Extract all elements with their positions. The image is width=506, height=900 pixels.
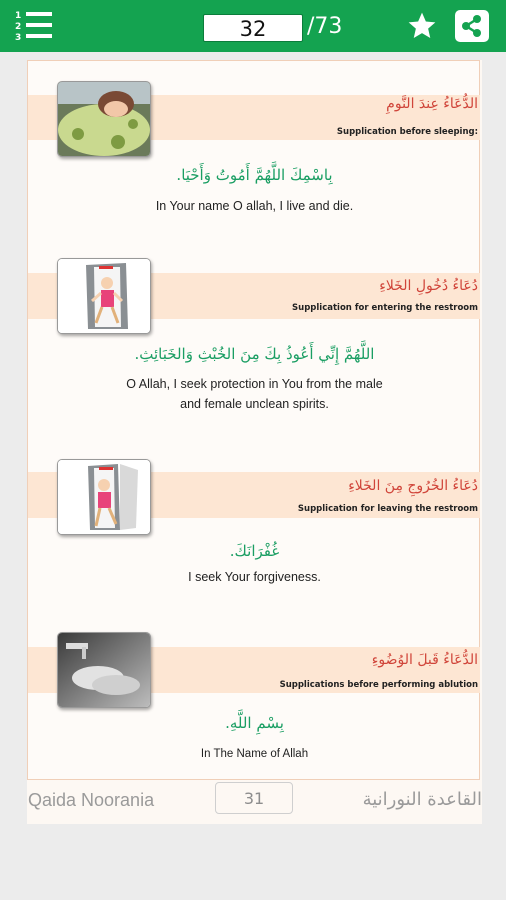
book-name-arabic: القاعدة النورانية [362,789,482,810]
dua-subtitle-english: Supplication for leaving the restroom [297,504,478,514]
dua-text-arabic: بِاسْمِكَ اللَّهُمَّ أَمُوتُ وَأَحْيَا. [176,166,333,184]
total-pages-label: /73 [307,14,343,39]
svg-text:1: 1 [15,11,22,21]
dua-title-arabic: الدُّعَاءُ قَبلَ الوُضُوءِ [371,652,478,668]
dua-text-arabic: اللَّهُمَّ إِنِّي أَعُوذُ بِكَ مِنَ الخُبْثِ وَالخَبَائِثِ. [134,345,375,363]
svg-text:3: 3 [15,33,22,43]
dua-translation: In The Name of Allah [200,748,309,760]
dua-translation: In Your name O allah, I live and die. [155,199,354,213]
sleeping-child-illustration [57,81,151,157]
dua-text-arabic: بِسْمِ اللَّهِ. [225,714,284,732]
dua-title-arabic: دُعَاءُ الخُرُوجِ مِنَ الخَلاءِ [348,478,478,494]
dua-translation: O Allah, I seek protection in You from the male and female unclean spirits. [126,377,383,411]
dua-title-arabic: دُعَاءُ دُخُولِ الخَلاءِ [379,278,478,294]
dua-subtitle-english: Supplications before performing ablution [279,680,478,690]
dua-title-arabic: الدُّعَاءُ عِندَ النَّومِ [386,96,478,112]
top-app-bar [0,0,506,52]
dua-subtitle-english: Supplication before sleeping: [336,127,478,137]
share-icon[interactable] [455,10,489,42]
dua-translation: I seek Your forgiveness. [188,570,321,584]
child-leaving-restroom-illustration [57,459,151,535]
book-name-english: Qaida Noorania [28,790,155,810]
child-entering-restroom-illustration [57,258,151,334]
svg-text:2: 2 [15,22,22,32]
dua-subtitle-english: Supplication for entering the restroom [292,303,478,313]
numbered-list-icon[interactable] [12,8,56,44]
dua-text-arabic: غُفْرَانَكَ. [229,542,280,560]
page-number-label: 31 [215,782,293,814]
page-number-input[interactable]: 32 [203,14,303,42]
hands-washing-ablution-photo [57,632,151,708]
star-icon[interactable] [405,10,439,42]
